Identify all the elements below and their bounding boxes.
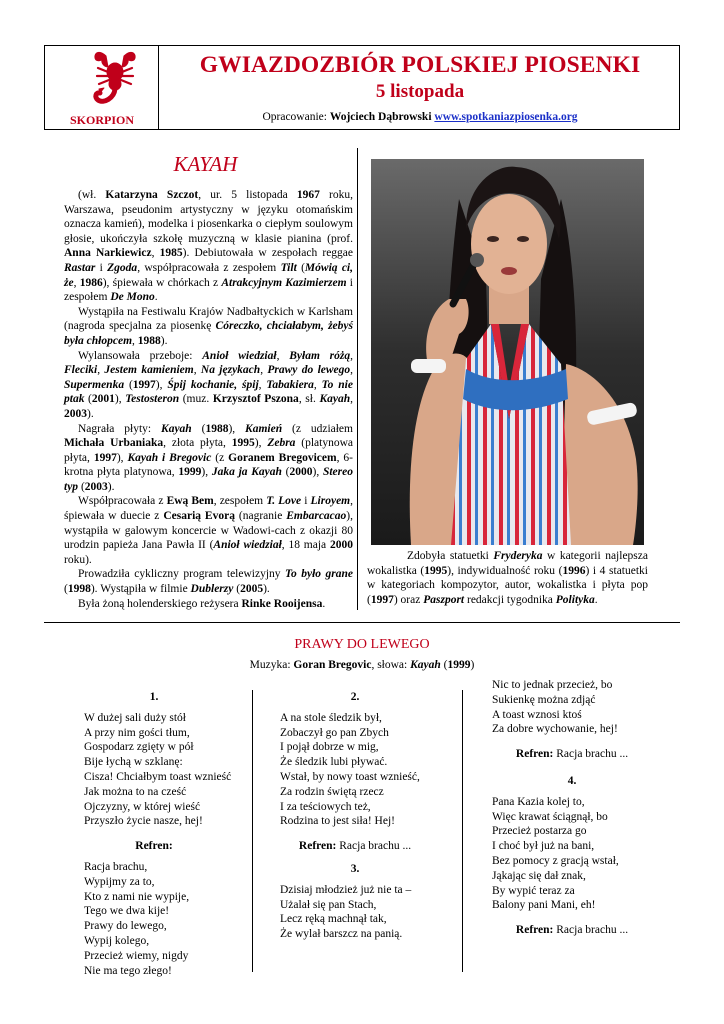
lyric-line: Nie ma tego złego! xyxy=(84,964,172,977)
refrain-ref-text: Racja brachu ... xyxy=(553,748,629,761)
verse-3-continued xyxy=(492,678,652,737)
artist-photo xyxy=(371,159,644,545)
lyric-line: Za rodzin świętą rzecz xyxy=(280,785,384,798)
lyric-line: Balony pani Mani, eh! xyxy=(492,899,596,912)
lyric-line: Tego we dwa kije! xyxy=(84,905,170,918)
verse-1 xyxy=(84,711,232,829)
artist-name: KAYAH xyxy=(173,152,238,176)
refrain-label: Refren: xyxy=(515,924,554,937)
bio-paragraph: Współpracowała z Ewą Bem, zespołem T. Love i Liroyem, śpiewała w duecie z Cesarią Evorą (nagranie Embarcacao), wystąpiła w galowym koncercie w Wadowi-cach z okazji 80 urodzin papieża Jana Pawła II (Anioł wiedział, 18 maja 2000 roku). xyxy=(64,495,354,566)
lyric-line: Więc krawat ściągnął, bo xyxy=(492,810,608,823)
lyric-line: Pana Kazia kolej to, xyxy=(492,795,585,808)
column-divider xyxy=(357,148,358,610)
lyric-line: Bez pomocy z gracją wstał, xyxy=(492,854,619,867)
caption-text: Zdobyła statuetki Fryderyka w kategorii najlepsza wokalistka (1995), indywidualność roku (1996) i 4 statuetki w kategoriach kompozytor, autor, wokalistka i płyta pop (1997) oraz Paszport redakcji tygodnika Polityka. xyxy=(367,550,648,606)
lyrics-column-divider xyxy=(462,690,463,972)
lyric-line: Wypij kolego, xyxy=(84,934,150,947)
refrain-ref-text: Racja brachu ... xyxy=(336,840,412,853)
lyric-line: Gospodarz zgięty w pół xyxy=(84,741,194,754)
refrain-label: Refren: xyxy=(298,840,337,853)
lyric-line: I pojął dobrze w mig, xyxy=(280,741,379,754)
lyric-line: Przecież postarza go xyxy=(492,825,587,838)
lyric-line: Wstał, by nowy toast wznieść, xyxy=(280,770,420,783)
credit-author: Wojciech Dąbrowski xyxy=(329,111,432,123)
lyric-line: Za dobre wychowanie, hej! xyxy=(492,723,618,736)
date-subtitle: 5 listopada xyxy=(375,81,465,102)
lyric-line: Rodzina to jest siła! Hej! xyxy=(280,815,395,828)
lyric-line: Jak można to na cześć xyxy=(84,785,187,798)
lyrics-column-2 xyxy=(280,690,430,942)
verse-number: 4. xyxy=(567,774,577,787)
verse-number: 3. xyxy=(350,862,360,875)
page-title: GWIAZDOZBIÓR POLSKIEJ PIOSENKI xyxy=(199,52,641,78)
lyrics-column-1 xyxy=(84,690,232,978)
credit-line xyxy=(160,111,680,123)
refrain-heading xyxy=(84,839,224,854)
verse-4 xyxy=(492,795,652,913)
refrain-reference xyxy=(492,923,652,938)
artist-biography xyxy=(64,188,353,611)
refrain-reference xyxy=(280,839,430,854)
website-link[interactable]: www.spotkaniazpiosenka.org xyxy=(434,111,578,123)
refrain xyxy=(84,860,224,978)
lyric-line: Przecież wiemy, nigdy xyxy=(84,949,189,962)
refrain-label: Refren: xyxy=(135,840,173,853)
lyric-line: A toast wznosi ktoś xyxy=(492,708,582,721)
zodiac-sign-label: SKORPION xyxy=(69,113,134,127)
verse-number: 2. xyxy=(350,691,360,703)
bio-paragraph: Prowadziła cykliczny program telewizyjny To było grane (1998). Wystąpiła w filmie Dublerzy (2005). xyxy=(64,568,353,596)
lyric-line: Jąkając się dał znak, xyxy=(492,869,586,882)
lyric-line: Nic to jednak przecież, bo xyxy=(492,679,613,691)
lyric-line: Dzisiaj młodzież już nie ta – xyxy=(280,883,412,896)
lyric-line: Prawy do lewego, xyxy=(84,920,167,933)
lyric-line: Kto z nami nie wypije, xyxy=(84,890,190,903)
refrain-reference xyxy=(492,747,652,762)
lyric-line: A na stole śledzik był, xyxy=(280,711,382,724)
bio-paragraph: Wylansowała przeboje: Anioł wiedział, Byłam różą, Fleciki, Jestem kamieniem, Na językach, Prawy do lewego, Supermenka (1997), Śpij kochanie, śpij, Tabakiera, To nie ptak (2001), Testosteron (muz. Krzysztof Pszona, sł. Kayah, 2003). xyxy=(64,349,354,420)
lyric-line: Zobaczył go pan Zbych xyxy=(280,726,389,739)
verse-3 xyxy=(280,883,430,942)
verse-number: 1. xyxy=(149,691,159,703)
photo-caption xyxy=(367,549,648,607)
lyric-line: Ojczyzny, w której wieść xyxy=(84,800,201,813)
lyric-line: Użalał się pan Stach, xyxy=(280,898,377,911)
lyric-line: I za teściowych też, xyxy=(280,800,371,813)
lyric-line: Cisza! Chciałbym toast wznieść xyxy=(84,770,232,783)
refrain-ref-text: Racja brachu ... xyxy=(553,924,629,937)
lyric-line: Lecz ręką machnął tak, xyxy=(280,913,387,926)
song-title: PRAWY DO LEWEGO xyxy=(294,637,430,652)
lyric-line: Sukienkę można zdjąć xyxy=(492,693,596,706)
lyric-line: Że śledzik lubi pływać. xyxy=(280,756,388,769)
lyric-line: Racja brachu, xyxy=(84,860,148,873)
section-divider xyxy=(44,622,680,623)
lyric-line: Bije łychą w szklanę: xyxy=(84,756,183,769)
lyrics-column-divider xyxy=(252,690,253,972)
bio-paragraph: Wystąpiła na Festiwalu Krajów Nadbałtyckich w Karlsham (nagroda specjalna za piosenkę Córeczko, chciałabym, żebyś była chłopcem, 1988). xyxy=(64,305,353,347)
lyric-line: Przyszło życie nasze, hej! xyxy=(84,815,203,828)
verse-2 xyxy=(280,711,430,829)
lyric-line: W dużej sali duży stół xyxy=(84,711,186,724)
header-divider xyxy=(158,45,159,130)
bio-paragraph: Była żoną holenderskiego reżysera Rinke Rooijensa. xyxy=(78,597,326,610)
credit-prefix: Opracowanie: xyxy=(262,111,330,123)
bio-paragraph: (wł. Katarzyna Szczot, ur. 5 listopada 1967 roku, Warszawa, pseudonim artystyczny w języku otomańskim oznacza kamień), modelka i piosenkarka o ciepłym soulowym głosie, ukończyła szkołę muzyczną w klasie pianina (prof. Anna Narkiewicz, 1985). Debiutowała w zespołach reggae Rastar i Zgoda, współpracowała z zespołem Tilt (Mówią ci, że, 1986), śpiewała w chórkach z Atrakcyjnym Kazimierzem i zespołem De Mono. xyxy=(64,189,354,304)
scorpion-icon xyxy=(80,48,150,114)
song-credit: Muzyka: Goran Bregovic, słowa: Kayah (1999) xyxy=(249,659,475,671)
lyric-line: By wypić teraz za xyxy=(492,884,575,897)
lyric-line: Wypijmy za to, xyxy=(84,875,155,888)
lyric-line: I choć był już na bani, xyxy=(492,840,595,853)
lyric-line: A przy nim gości tłum, xyxy=(84,726,190,739)
lyric-line: Że wylał barszcz na panią. xyxy=(280,928,403,941)
refrain-label: Refren: xyxy=(515,748,554,761)
bio-paragraph: Nagrała płyty: Kayah (1988), Kamień (z udziałem Michała Urbaniaka, złota płyta, 1995), Zebra (platynowa płyta, 1997), Kayah i Bregovic (z Goranem Bregovicem, 6-krotna płyta platynowa, 1999), Jaka ja Kayah (2000), Stereo typ (2003). xyxy=(64,422,353,493)
lyrics-column-3 xyxy=(492,679,652,944)
